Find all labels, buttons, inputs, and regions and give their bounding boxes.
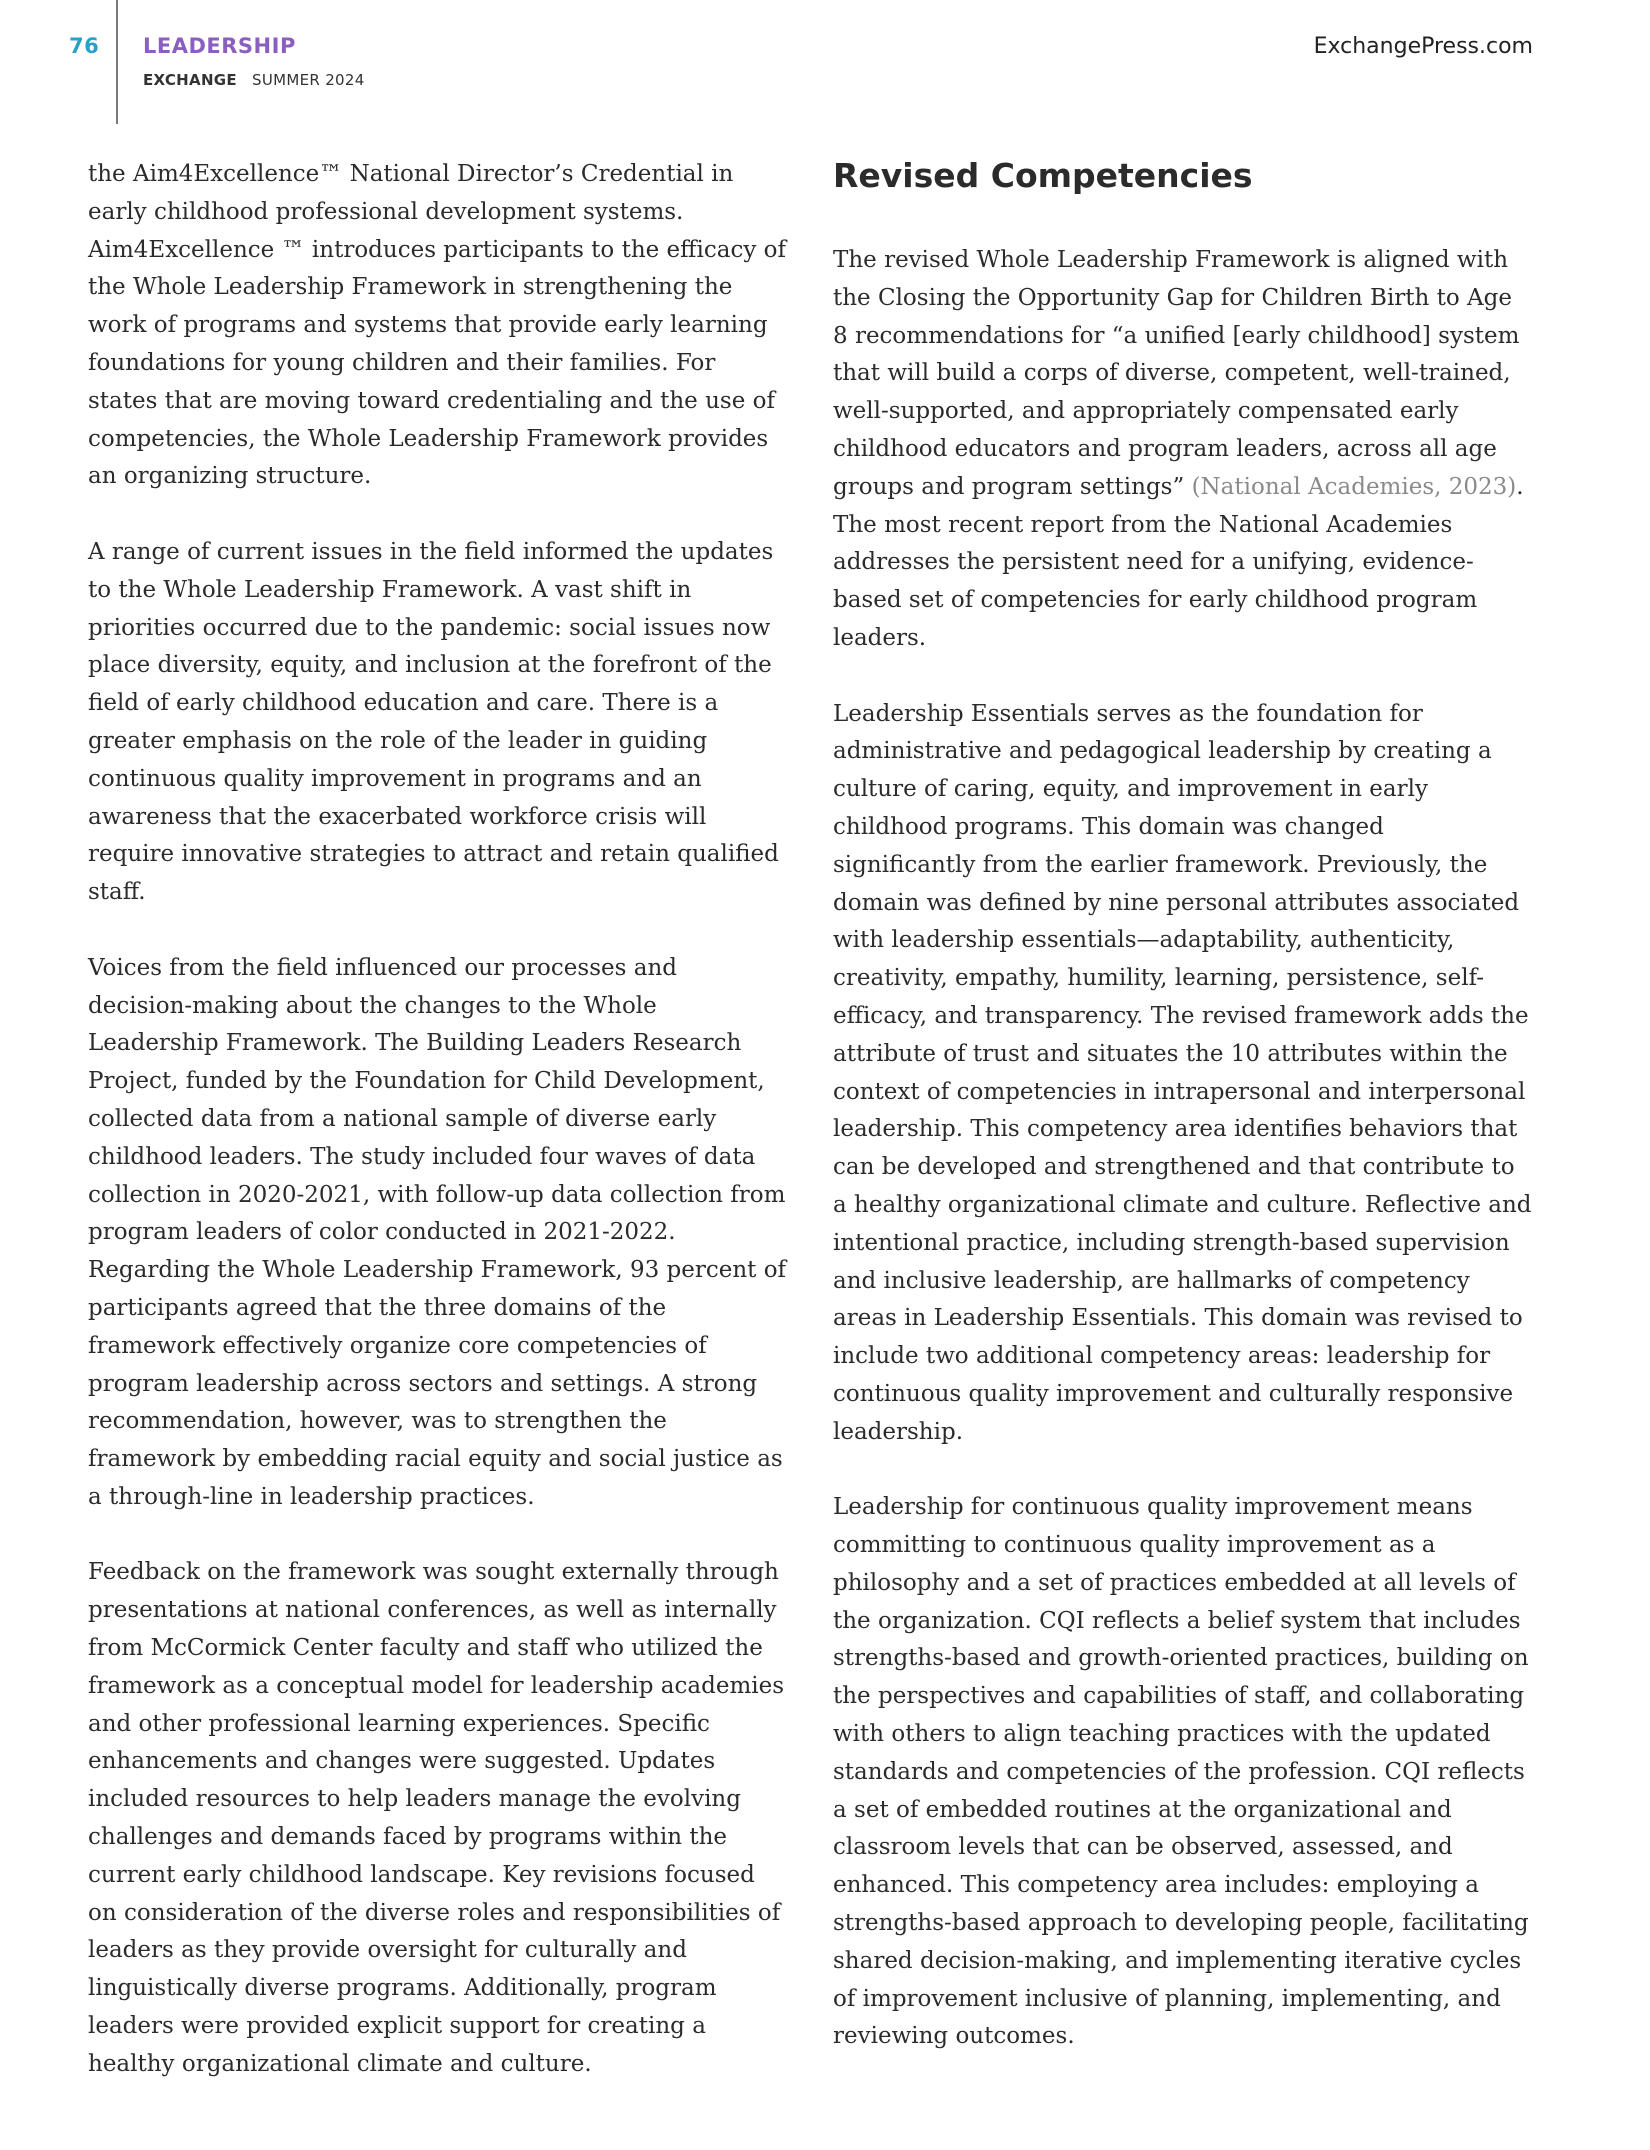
paragraph: Voices from the field influenced our processes and decision-making about the changes to the Whole Leadership Framework. The Building Leaders Research Project, funded by the Foundation for Child Development, collected data from a national sample of diverse early childhood leaders. The study included four waves of data collection in 2020-2021, with follow-up data collection from program leaders of color conducted in 2021-2022. Regarding the Whole Leadership Framework, 93 percent of participants agreed that the three domains of the framework effectively organize core competencies of program leadership across sectors and settings. A strong recommendation, however, was to strengthen the framework by embedding racial equity and social justice as a through-line in leadership practices.	[88, 954, 787, 1510]
paragraph: A range of current issues in the field informed the updates to the Whole Leadership Framework. A vast shift in priorities occurred due to the pandemic: social issues now place diversity, equity, and inclusion at the forefront of the field of early childhood education and care. There is a greater emphasis on the role of the leader in guiding continuous quality improvement in programs and an awareness that the exacerbated workforce crisis will require innovative strategies to attract and retain qualified staff.	[88, 538, 779, 906]
paragraph: Leadership Essentials serves as the foundation for administrative and pedagogical leadership by creating a culture of caring, equity, and improvement in early childhood programs. This domain was changed significantly from the earlier framework. Previously, the domain was defined by nine personal attributes associated with leadership essentials—adaptability, authenticity, creativity, empathy, humility, learning, persistence, self-efficacy, and transparency. The revised framework adds the attribute of trust and situates the 10 attributes within the context of competencies in intrapersonal and interpersonal leadership. This competency area identifies behaviors that can be developed and strengthened and that contribute to a healthy organizational climate and culture. Reflective and intentional practice, including strength-based supervision and inclusive leadership, are hallmarks of competency areas in Leadership Essentials. This domain was revised to include two additional competency areas: leadership for continuous quality improvement and culturally responsive leadership.	[833, 700, 1532, 1445]
paragraph: the Aim4Excellence™ National Director’s Credential in early childhood professional development systems. Aim4Excellence ™ introduces participants to the efficacy of the Whole Leadership Framework in strengthening the work of programs and systems that provide early learning foundations for young children and their families. For states that are moving toward credentialing and the use of competencies, the Whole Leadership Framework provides an organizing structure.	[88, 161, 787, 490]
page-number: 76	[69, 34, 100, 58]
paragraph	[833, 242, 1533, 658]
right-column	[833, 156, 1533, 2094]
section-heading: Revised Competencies	[833, 156, 1253, 195]
header-divider	[116, 0, 118, 124]
left-column	[88, 156, 788, 2121]
issue-label: SUMMER 2024	[252, 71, 365, 89]
publication-name: EXCHANGE	[143, 71, 237, 89]
page-header	[0, 0, 1650, 130]
issue-line	[143, 71, 365, 89]
website-link[interactable]: ExchangePress.com	[1313, 34, 1533, 59]
paragraph: Feedback on the framework was sought externally through presentations at national conferences, as well as internally from McCormick Center faculty and staff who utilized the framework as a conceptual model for leadership academies and other professional learning experiences. Specific enhancements and changes were suggested. Updates included resources to help leaders manage the evolving challenges and demands faced by programs within the current early childhood landscape. Key revisions focused on consideration of the diverse roles and responsibilities of leaders as they provide oversight for culturally and linguistically diverse programs. Additionally, program leaders were provided explicit support for creating a healthy organizational climate and culture.	[88, 1559, 785, 2077]
citation-link[interactable]: (National Academies, 2023)	[1191, 473, 1517, 500]
magazine-name: LEADERSHIP	[143, 34, 296, 58]
paragraph: Leadership for continuous quality improvement means committing to continuous quality improvement as a philosophy and a set of practices embedded at all levels of the organization. CQI reflects a belief system that includes strengths-based and growth-oriented practices, building on the perspectives and capabilities of staff, and collaborating with others to align teaching practices with the updated standards and competencies of the profession. CQI reflects a set of embedded routines at the organizational and classroom levels that can be observed, assessed, and enhanced. This competency area includes: employing a strengths-based approach to developing people, facilitating shared decision-making, and implementing iterative cycles of improvement inclusive of planning, implementing, and reviewing outcomes.	[833, 1494, 1529, 2050]
paragraph-text: . The most recent report from the National Academies addresses the persistent need for a unifying, evidence-based set of competencies for early childhood program leaders.	[833, 473, 1524, 651]
paragraph-text: The revised Whole Leadership Framework is aligned with the Closing the Opportunity Gap for Children Birth to Age 8 recommendations for “a unified [early childhood] system that will build a corps of diverse, competent, well-trained, well-supported, and appropriately compensated early childhood educators and program leaders, across all age groups and program settings”	[833, 247, 1520, 500]
